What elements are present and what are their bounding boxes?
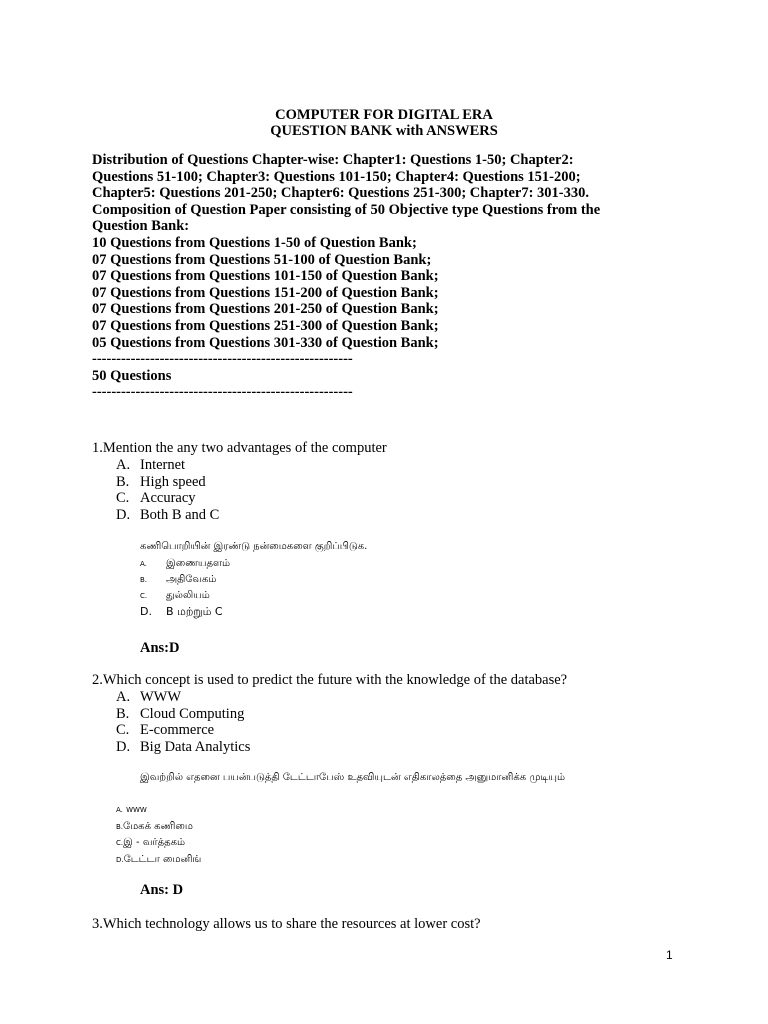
question-1-answer: Ans:D	[140, 640, 180, 656]
intro-line: 50 Questions	[92, 367, 172, 384]
option-b	[116, 706, 250, 723]
option-d	[116, 739, 250, 756]
option-text: துல்லியம்	[166, 590, 210, 601]
intro-line: 07 Questions from Questions 151-200 of Question Bank;	[92, 284, 439, 301]
option-letter: C.	[116, 839, 124, 847]
intro-line: 07 Questions from Questions 201-250 of Question Bank;	[92, 301, 439, 318]
document-subtitle: QUESTION BANK with ANSWERS	[270, 123, 498, 139]
document-title: COMPUTER FOR DIGITAL ERA	[275, 107, 493, 123]
option-letter: A.	[116, 457, 131, 473]
option-letter: C.	[116, 490, 130, 507]
option-a	[116, 689, 250, 706]
tamil-option-c	[116, 835, 201, 852]
option-a	[116, 457, 219, 474]
option-b	[116, 474, 219, 491]
question-1-tamil-text: கணிபொறியின் இரண்டு நன்மைகளை குறிப்பிடுக.	[140, 541, 368, 552]
intro-line: Chapter5: Questions 201-250; Chapter6: Questions 251-300; Chapter7: 301-330.	[92, 185, 590, 202]
option-letter: B.	[116, 822, 124, 831]
separator-line: ------------------------------------------------------	[92, 351, 353, 368]
tamil-option-a	[140, 556, 230, 572]
option-letter: A.	[116, 689, 131, 705]
option-text: அதிவேகம்	[166, 574, 217, 585]
question-1-tamil-options	[140, 556, 230, 620]
question-2-tamil-options	[116, 802, 201, 868]
question-2-answer: Ans: D	[140, 882, 184, 898]
intro-line: Composition of Question Paper consisting of 50 Objective type Questions from the	[92, 201, 601, 218]
question-3-text: 3.Which technology allows us to share the resources at lower cost?	[92, 916, 481, 932]
question-1-options	[116, 457, 219, 523]
question-2-text: 2.Which concept is used to predict the future with the knowledge of the database?	[92, 672, 568, 688]
tamil-option-a	[116, 802, 201, 819]
option-text: High speed	[140, 473, 206, 490]
option-text: E-commerce	[140, 722, 215, 739]
option-text: WWW	[140, 689, 182, 705]
intro-line: Questions 51-100; Chapter3: Questions 101-150; Chapter4: Questions 151-200;	[92, 168, 581, 185]
option-c	[116, 490, 219, 507]
option-letter: C.	[116, 722, 130, 739]
option-letter: D.	[116, 855, 124, 864]
option-d	[116, 507, 219, 524]
option-text: B மற்றும் C	[166, 605, 223, 618]
page-number: 1	[666, 948, 673, 962]
tamil-option-b	[140, 572, 230, 588]
question-1-text: 1.Mention the any two advantages of the computer	[92, 440, 387, 456]
option-text: Big Data Analytics	[140, 738, 251, 755]
option-c	[116, 722, 250, 739]
intro-line: 07 Questions from Questions 51-100 of Question Bank;	[92, 251, 432, 268]
question-2-tamil-text: இவற்றில் எதனை பயன்படுத்தி டேட்டாபேஸ் உதவியுடன் எதிகாலத்தை அனுமானிக்க முடியும்	[140, 772, 566, 783]
intro-line: 10 Questions from Questions 1-50 of Question Bank;	[92, 234, 417, 251]
option-text: WWW	[126, 806, 147, 814]
tamil-option-d	[140, 604, 230, 620]
option-text: டேட்டா மைனிங்	[123, 853, 202, 865]
option-letter: B.	[140, 576, 148, 584]
tamil-option-d	[116, 852, 201, 869]
question-distribution-block	[92, 152, 692, 401]
option-text: மேகக் கணிமை	[123, 820, 193, 832]
intro-line: Distribution of Questions Chapter-wise: Chapter1: Questions 1-50; Chapter2:	[92, 152, 574, 168]
intro-line: 07 Questions from Questions 251-300 of Question Bank;	[92, 317, 439, 334]
option-letter: D.	[140, 605, 152, 618]
option-text: இணையதளம்	[166, 558, 231, 569]
intro-line: 05 Questions from Questions 301-330 of Question Bank;	[92, 334, 439, 351]
tamil-option-b	[116, 819, 201, 836]
option-letter: A.	[116, 806, 123, 814]
option-letter: D.	[116, 738, 131, 755]
question-2-options	[116, 689, 250, 755]
option-text: Internet	[140, 457, 186, 473]
option-letter: B.	[116, 473, 130, 490]
option-letter: B.	[116, 705, 130, 722]
tamil-option-c	[140, 588, 230, 604]
option-text: இ - வர்த்தகம்	[123, 837, 186, 848]
intro-line: Question Bank:	[92, 218, 190, 235]
option-text: Accuracy	[140, 490, 196, 507]
option-letter: A.	[140, 560, 147, 568]
separator-line: ------------------------------------------------------	[92, 384, 353, 401]
intro-line: 07 Questions from Questions 101-150 of Question Bank;	[92, 268, 439, 285]
option-text: Cloud Computing	[140, 705, 245, 722]
option-letter: D.	[116, 506, 131, 523]
option-letter: C.	[140, 592, 148, 600]
option-text: Both B and C	[140, 506, 220, 523]
